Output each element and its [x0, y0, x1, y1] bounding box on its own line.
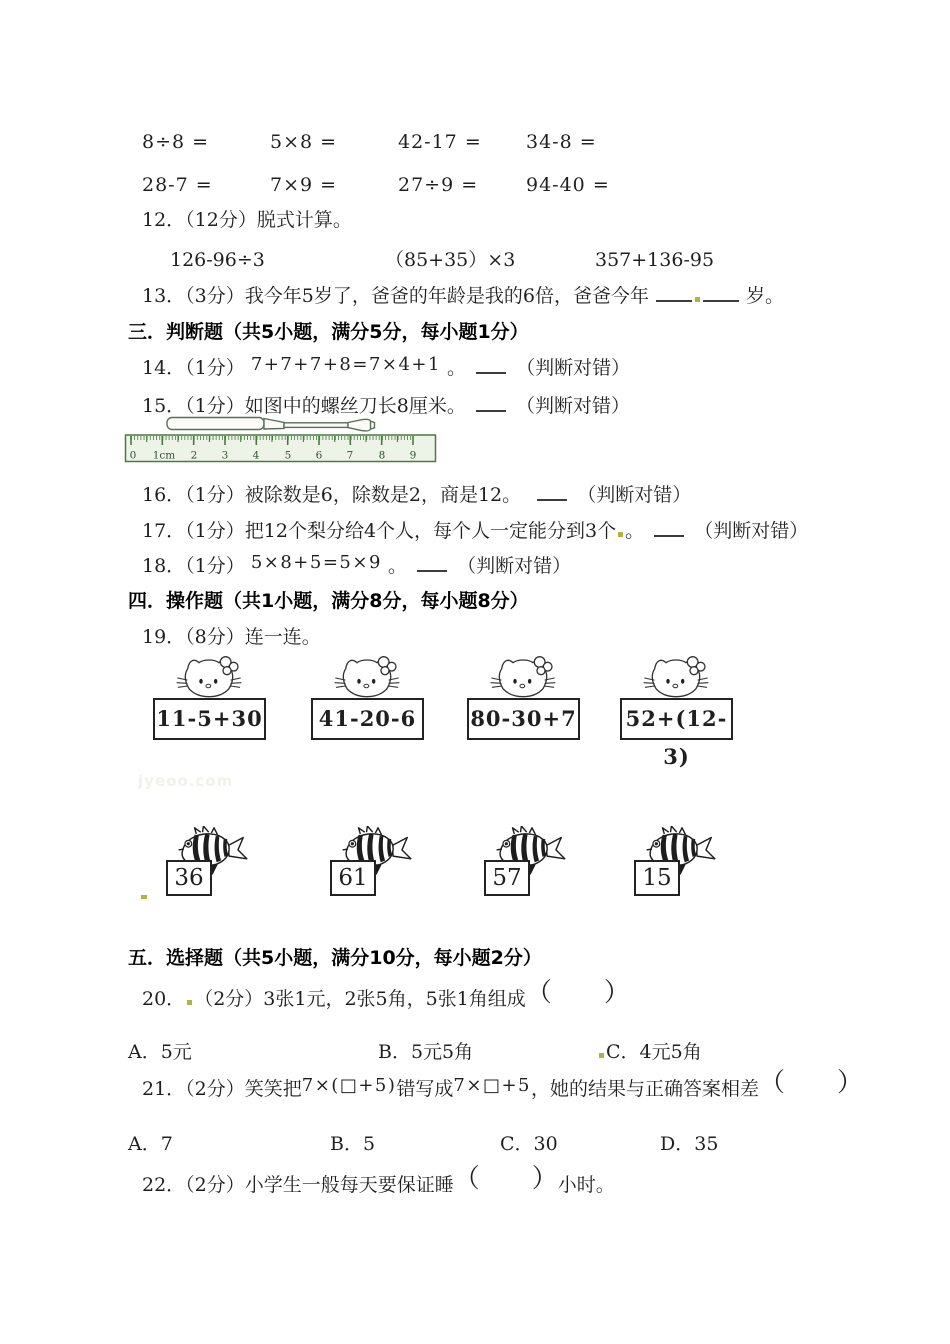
judge-tail: （判断对错） — [516, 357, 631, 379]
answer-blank — [476, 407, 506, 412]
question-18-num: 18．（1分） — [142, 555, 245, 577]
ruler-icon — [126, 435, 436, 462]
question-13-text: 13．（3分）我今年5岁了，爸爸的年龄是我的6倍，爸爸今年 — [142, 285, 649, 307]
expression: 357+136-95 — [595, 249, 715, 271]
judge-tail: （判断对错） — [577, 484, 692, 506]
question-20-text: （2分）3张1元，2张5角，5张1角组成 — [194, 988, 526, 1010]
question-21-expression-2: 7×□+5 — [453, 1075, 531, 1096]
question-14-equation: 7+7+7+8=7×4+1 — [250, 354, 441, 375]
answer-blank — [476, 369, 506, 374]
answer-blank — [654, 532, 684, 537]
section-title: 四．操作题（共1小题，满分8分，每小题8分） — [128, 590, 529, 612]
question-19-text: 19．（8分）连一连。 — [142, 626, 321, 648]
answer-blank — [537, 496, 567, 501]
ruler-label: 1cm — [152, 449, 176, 462]
section-title: 五．选择题（共5小题，满分10分，每小题2分） — [128, 947, 542, 969]
period: 。 — [447, 357, 467, 379]
question-21 — [142, 1068, 864, 1102]
question-13 — [142, 284, 784, 308]
highlight-dot — [618, 532, 623, 537]
match-card: 11-5+30 — [153, 698, 266, 740]
oral-item: 27÷9 = — [398, 174, 479, 196]
option-c: C．4元5角 — [597, 1040, 702, 1064]
question-17 — [142, 519, 808, 543]
question-16 — [142, 483, 691, 507]
watermark: jyeoo.com — [138, 772, 234, 790]
match-fish-group — [324, 826, 449, 906]
oral-item: 7×9 = — [270, 174, 338, 196]
oral-item: 34-8 = — [526, 131, 597, 153]
judge-tail: （判断对错） — [515, 395, 630, 417]
section-heading-choice — [128, 946, 542, 970]
option-b: B．5元5角 — [378, 1041, 474, 1063]
oral-item: 28-7 = — [142, 174, 213, 196]
ruler-label: 9 — [409, 449, 417, 462]
stray-mark — [141, 895, 147, 899]
option-d: D．35 — [660, 1133, 719, 1155]
fish-number-card: 61 — [330, 860, 376, 896]
oral-calc-row-1 — [142, 130, 654, 154]
answer-paren: （ ） — [759, 1068, 864, 1098]
ruler-label: 7 — [346, 449, 354, 462]
ruler-label: 4 — [252, 449, 260, 462]
option-a: A．5元 — [128, 1041, 192, 1063]
match-card-group — [467, 654, 587, 746]
question-18 — [142, 554, 571, 579]
question-21-mid: 错写成 — [396, 1078, 454, 1100]
question-20 — [142, 978, 630, 1011]
ruler-label: 6 — [315, 449, 323, 462]
question-22 — [142, 1164, 615, 1197]
ruler-label: 5 — [284, 449, 292, 462]
match-fish-group — [628, 826, 753, 906]
oral-calc-row-2 — [142, 173, 654, 197]
section-heading-judge — [128, 320, 529, 344]
judge-tail: （判断对错） — [694, 520, 809, 542]
fish-number-card: 57 — [484, 860, 530, 896]
ruler-label: 3 — [221, 449, 229, 462]
section-heading-operate — [128, 589, 529, 613]
option-b: B．5 — [330, 1133, 376, 1155]
question-20-num: 20． — [142, 988, 186, 1010]
expression: （85+35）×3 — [385, 249, 516, 271]
ruler-label: 0 — [129, 449, 137, 462]
oral-item: 42-17 = — [398, 131, 482, 153]
screwdriver-ruler-icon — [123, 413, 438, 465]
answer-paren: （ ） — [525, 978, 630, 1008]
fish-number-card: 36 — [166, 860, 212, 896]
question-19 — [142, 625, 321, 649]
oral-item: 5×8 = — [270, 131, 338, 153]
question-12-text: 12．（12分）脱式计算。 — [142, 209, 352, 231]
match-card-group — [153, 654, 273, 746]
question-21-expression-1: 7×(□+5) — [301, 1075, 397, 1096]
question-16-text: 16．（1分）被除数是6，除数是2，商是12。 — [142, 484, 522, 506]
option-a: A．7 — [128, 1133, 173, 1155]
ruler-figure — [123, 413, 438, 469]
highlight-dot — [599, 1053, 604, 1058]
match-card-group — [620, 654, 740, 769]
oral-item: 94-40 = — [526, 174, 610, 196]
match-fish-group — [478, 826, 603, 906]
period: 。 — [387, 555, 407, 577]
question-15-text: 15．（1分）如图中的螺丝刀长8厘米。 — [142, 395, 466, 417]
ruler-label: 8 — [378, 449, 386, 462]
question-22-text: 22．（2分）小学生一般每天要保证睡 — [142, 1174, 454, 1196]
question-13-suffix: 岁。 — [746, 285, 785, 307]
expression: 126-96÷3 — [170, 249, 265, 271]
ruler-label: 2 — [190, 449, 198, 462]
oral-item: 8÷8 = — [142, 131, 210, 153]
match-card: 41-20-6 — [311, 698, 424, 740]
question-14-num: 14．（1分） — [142, 357, 245, 379]
answer-blank — [703, 297, 739, 302]
section-title: 三．判断题（共5小题，满分5分，每小题1分） — [128, 321, 529, 343]
question-12 — [142, 208, 352, 232]
answer-blank — [656, 297, 692, 302]
answer-blank — [417, 567, 447, 572]
highlight-dot — [187, 1000, 192, 1005]
question-21-post: ，她的结果与正确答案相差 — [530, 1078, 759, 1100]
question-22-suffix: 小时。 — [557, 1174, 615, 1196]
question-21-text: 21．（2分）笑笑把 — [142, 1078, 302, 1100]
match-fish-group — [160, 826, 285, 906]
judge-tail: （判断对错） — [457, 555, 572, 577]
match-card-group — [311, 654, 431, 746]
option-c: C．30 — [500, 1133, 558, 1155]
question-18-equation: 5×8+5=5×9 — [250, 552, 382, 573]
screwdriver-icon — [167, 418, 375, 431]
answer-paren: （ ） — [453, 1164, 558, 1194]
question-17-text: 17．（1分）把12个梨分给4个人，每个人一定能分到3个 — [142, 520, 617, 542]
fish-number-card: 15 — [634, 860, 680, 896]
highlight-dot — [695, 297, 700, 302]
question-14 — [142, 356, 630, 381]
match-card: 52+(12-3) — [620, 698, 733, 740]
period: 。 — [625, 520, 645, 542]
match-card: 80-30+7 — [467, 698, 580, 740]
